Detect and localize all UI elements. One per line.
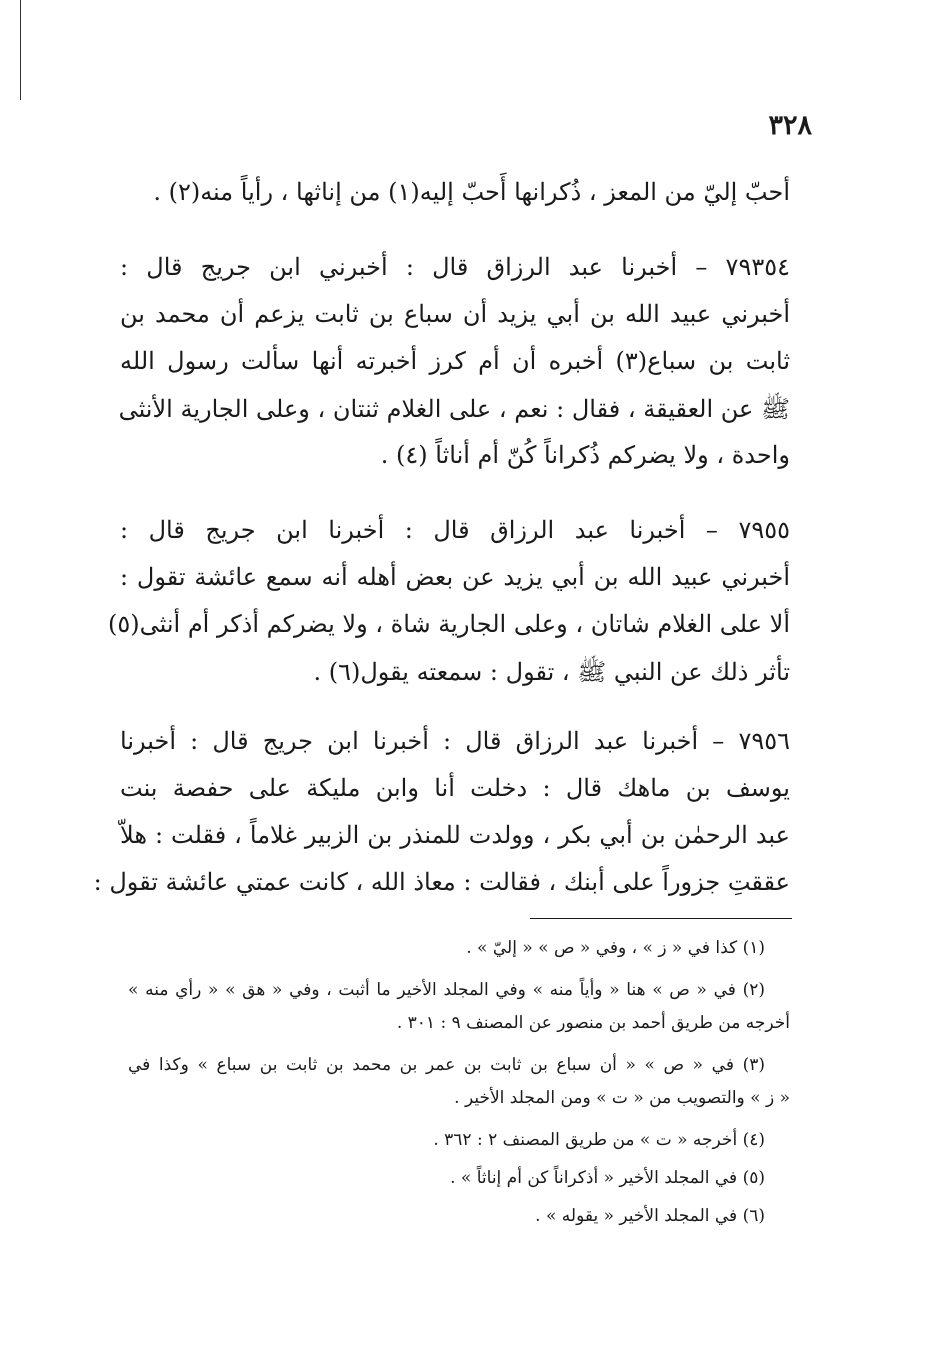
hadith-7956-line: عبد الرحمٰن بن أبي بكر ، وولدت للمنذر بن الزبير غلاماً ، فقلت : هلاّ (120, 821, 790, 849)
footnote-2-continuation: أخرجه من طريق أحمد بن منصور عن المصنف ٩ : ٣٠١ . (396, 1013, 790, 1033)
footnote-5: (٥) في المجلد الأخير « أذكراناً كن أم إناثاً » . (450, 1168, 765, 1188)
text-line: أحبّ إليّ من المعز ، ذُكرانها أَحبّ إليه(١) من إناثها ، رأياً منه(٢) . (153, 178, 790, 206)
footnote-2: (٢) في « ص » هنا « وأياً منه » وفي المجلد الأخير ما أثبت ، وفي « هق » « رأي منه » (128, 980, 765, 1000)
hadith-7956-line: ٧٩٥٦ – أخبرنا عبد الرزاق قال : أخبرنا ابن جريج قال : أخبرنا (120, 727, 790, 755)
hadith-7954-line: واحدة ، ولا يضركم ذُكراناً كُنّ أم أناثاً (٤) . (380, 441, 790, 469)
footnote-4: (٤) أخرجه « ت » من طريق المصنف ٢ : ٣٦٢ . (433, 1130, 765, 1150)
footnote-3-continuation: « ز » والتصويب من « ت » ومن المجلد الأخير . (454, 1088, 790, 1108)
hadith-7954-line: ثابت بن سباع(٣) أخبره أن أم كرز أخبرته أنها سألت رسول الله (120, 347, 790, 375)
hadith-7954-line: ٧٩٣٥٤ – أخبرنا عبد الرزاق قال : أخبرني ابن جريج قال : (120, 253, 790, 281)
footnote-1: (١) كذا في « ز » ، وفي « ص » « إليّ » . (466, 938, 765, 958)
footnote-divider (530, 918, 792, 919)
hadith-7955-line: أخبرني عبيد الله بن أبي يزيد عن بعض أهله أنه سمع عائشة تقول : (120, 563, 790, 591)
footnote-6: (٦) في المجلد الأخير « يقوله » . (535, 1206, 765, 1226)
page-number: ٣٢٨ (768, 110, 812, 141)
hadith-7956-line: عققتِ جزوراً على أبنك ، فقالت : معاذ الله ، كانت عمتي عائشة تقول : (93, 868, 790, 896)
hadith-7954-line: أخبرني عبيد الله بن أبي يزيد أن سباع بن ثابت يزعم أن محمد بن (120, 300, 790, 328)
hadith-7955-line: تأثر ذلك عن النبي ﷺ ، تقول : سمعته يقول(٦) . (313, 658, 790, 686)
scan-edge-line (20, 0, 21, 100)
hadith-7956-line: يوسف بن ماهك قال : دخلت أنا وابن مليكة على حفصة بنت (120, 774, 790, 802)
footnote-3: (٣) في « ص » « أن سباع بن ثابت بن عمر بن محمد بن ثابت بن سباع » وكذا في (128, 1055, 765, 1075)
hadith-7954-line: ﷺ عن العقيقة ، فقال : نعم ، على الغلام ثنتان ، وعلى الجارية الأنثى (118, 395, 790, 423)
hadith-7955-line: ٧٩٥٥ – أخبرنا عبد الرزاق قال : أخبرنا ابن جريج قال : (120, 516, 790, 544)
hadith-7955-line: ألا على الغلام شاتان ، وعلى الجارية شاة ، ولا يضركم أذكر أم أنثى(٥) (107, 610, 790, 638)
